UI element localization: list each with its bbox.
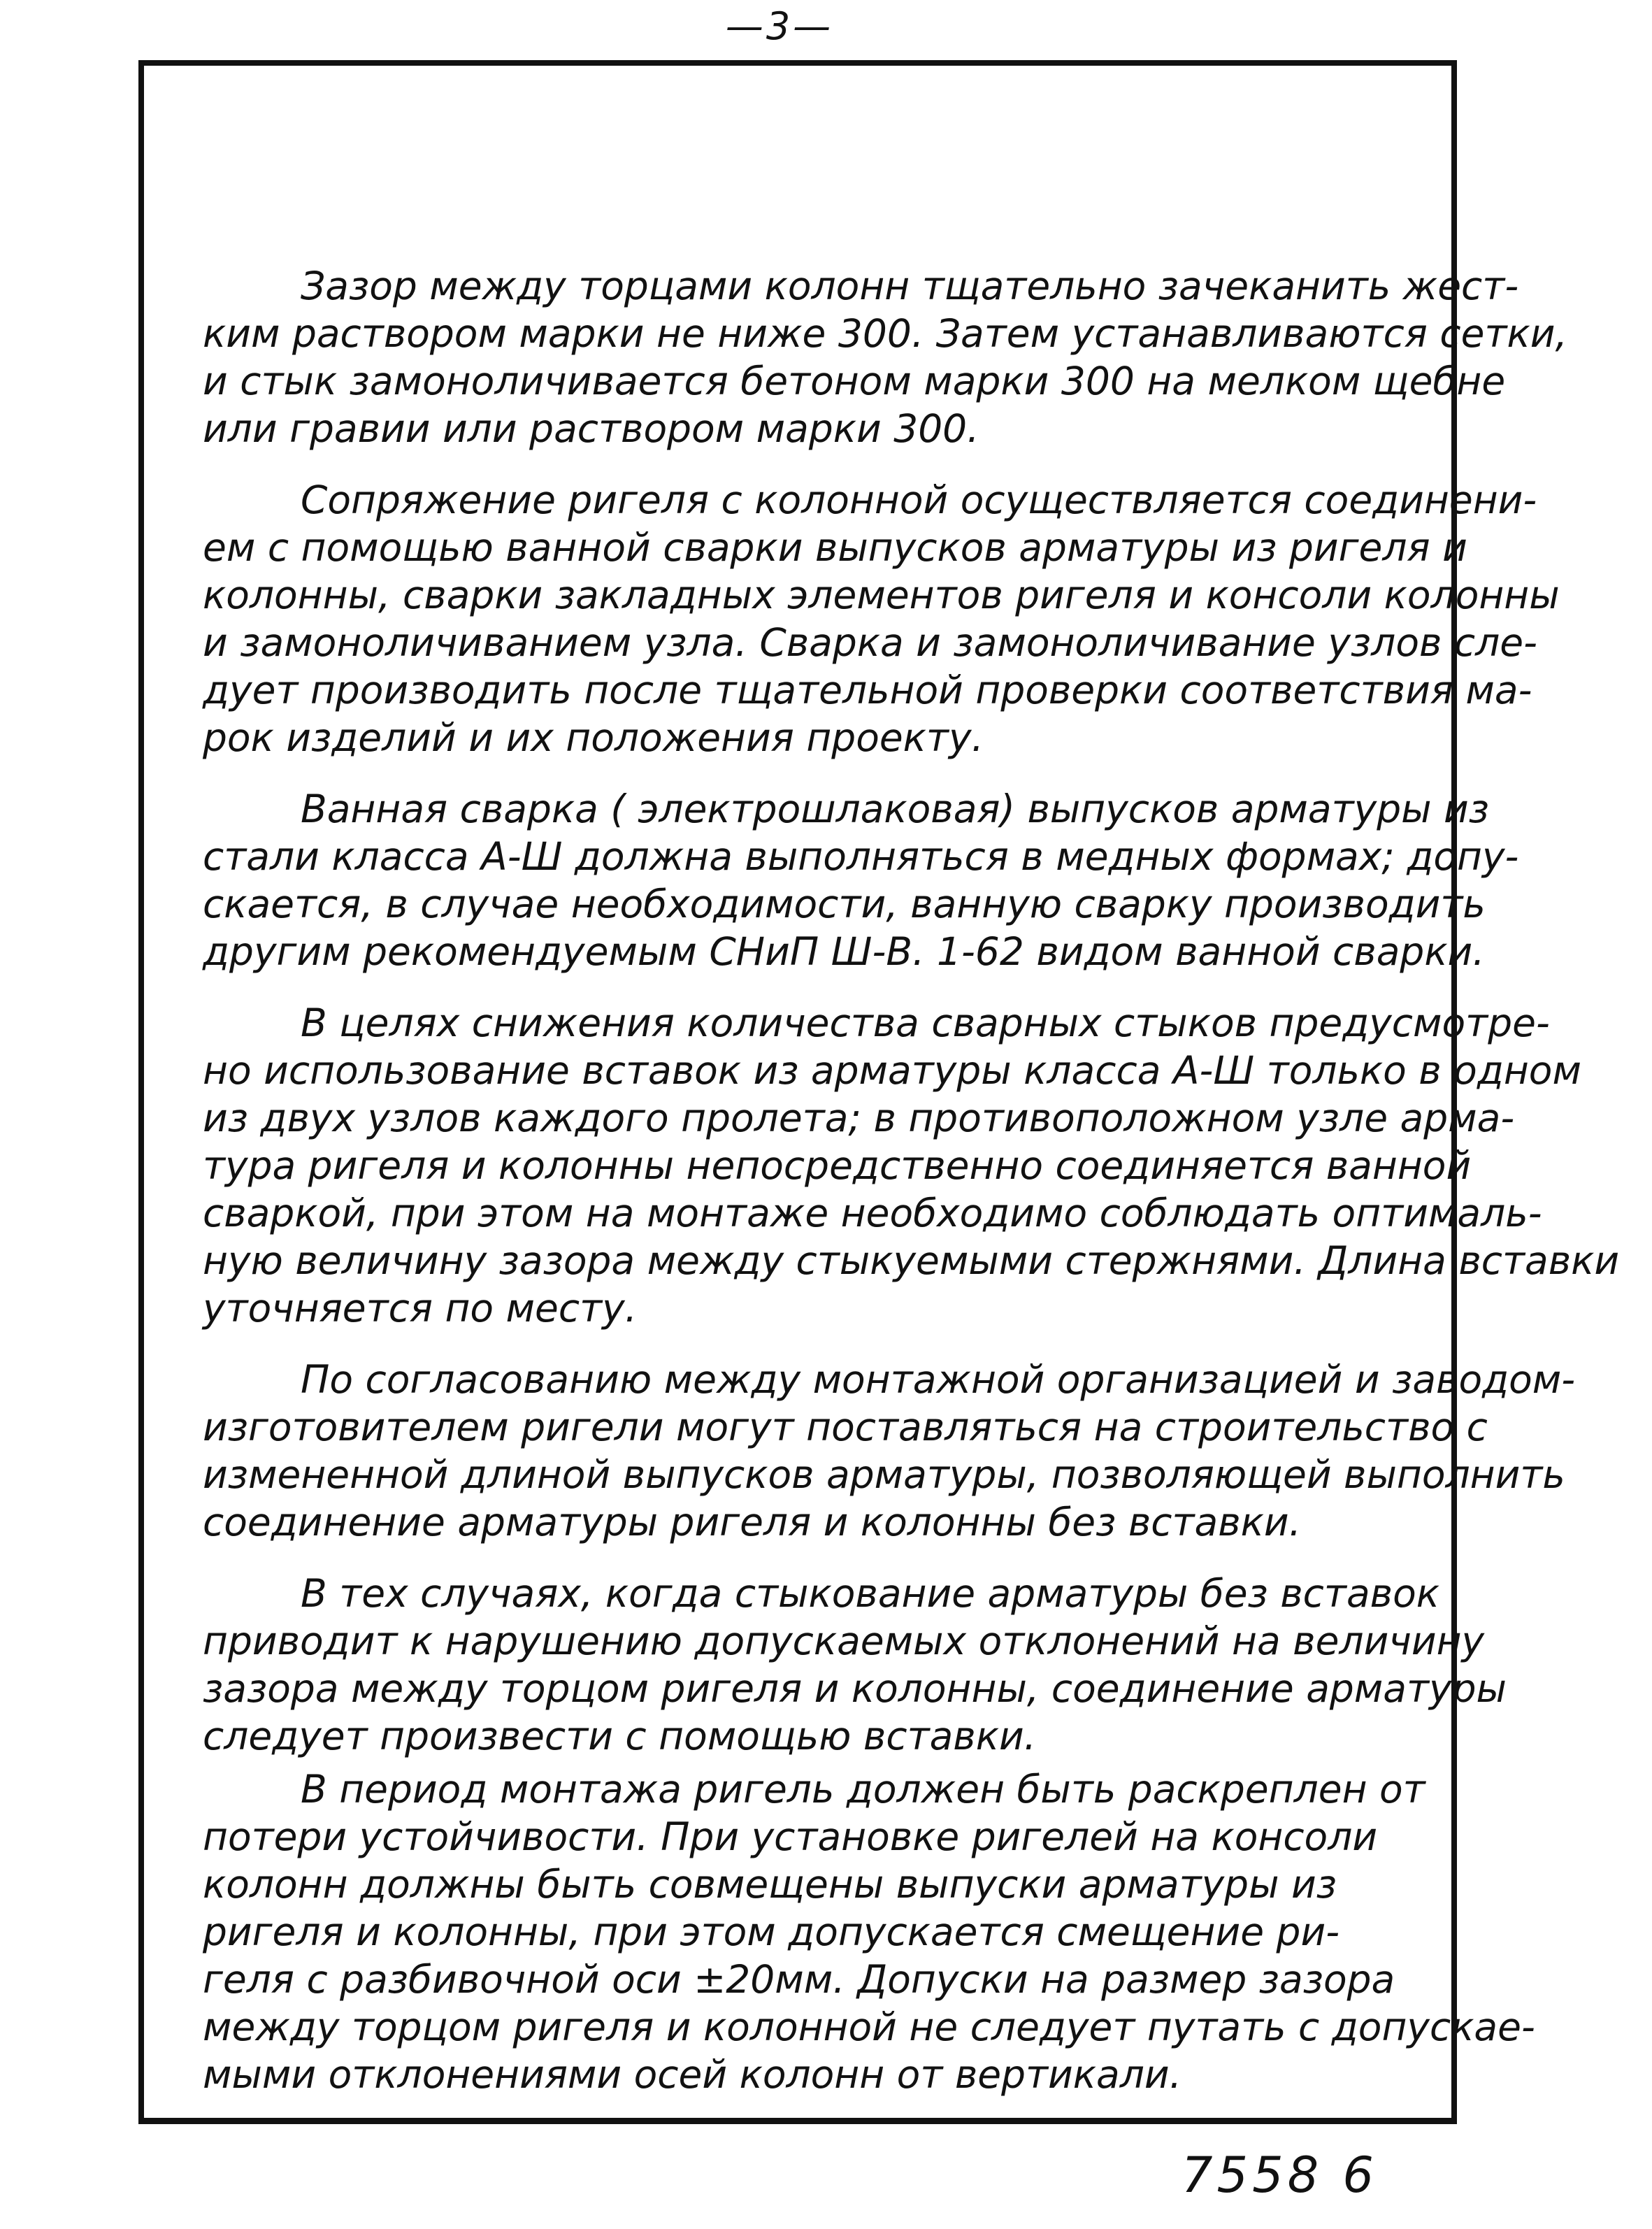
text-line: другим рекомендуемым СНиП Ш-В. 1-62 видом ванной сварки.	[203, 929, 1485, 974]
page-number: —3—	[725, 4, 834, 48]
text-line: В тех случаях, когда стыкование арматуры без вставок	[301, 1571, 1439, 1616]
paragraph-5	[203, 1356, 1576, 1546]
text-line: и замоноличиванием узла. Сварка и замоноличивание узлов сле-	[203, 620, 1537, 665]
text-line: между торцом ригеля и колонной не следует путать с допускае-	[203, 2005, 1535, 2049]
text-line: зазора между торцом ригеля и колонны, соединение арматуры	[203, 1666, 1507, 1711]
text-line: но использование вставок из арматуры класса А-Ш только в одном	[203, 1048, 1581, 1093]
text-line: ригеля и колонны, при этом допускается смещение ри-	[203, 1909, 1340, 1954]
text-line: соединение арматуры ригеля и колонны без вставки.	[203, 1500, 1302, 1544]
text-line: измененной длиной выпусков арматуры, позволяющей выполнить	[203, 1452, 1565, 1497]
text-line: колонны, сварки закладных элементов ригеля и консоли колонны	[203, 573, 1560, 617]
text-line: сваркой, при этом на монтаже необходимо соблюдать оптималь-	[203, 1191, 1542, 1235]
text-line: Сопряжение ригеля с колонной осуществляется соединени-	[301, 478, 1537, 522]
text-line: или гравии или раствором марки 300.	[203, 406, 979, 451]
text-line: следует произвести с помощью вставки.	[203, 1714, 1037, 1758]
text-line: Ванная сварка ( электрошлаковая) выпусков арматуры из	[301, 787, 1490, 831]
text-line: потери устойчивости. При установке ригелей на консоли	[203, 1814, 1378, 1859]
text-line: тура ригеля и колонны непосредственно соединяется ванной	[203, 1143, 1472, 1188]
text-line: По согласованию между монтажной организацией и заводом-	[301, 1357, 1576, 1402]
text-line: рок изделий и их положения проекту.	[203, 715, 984, 760]
document-body	[203, 262, 1620, 2122]
text-line: уточняется по месту.	[203, 1286, 638, 1331]
paragraph-3	[203, 785, 1519, 975]
text-line: стали класса А-Ш должна выполняться в медных формах; допу-	[203, 834, 1519, 879]
text-line: скается, в случае необходимости, ванную сварку производить	[203, 882, 1486, 926]
text-line: ким раствором марки не ниже 300. Затем устанавливаются сетки,	[203, 311, 1567, 356]
paragraph-4	[203, 999, 1620, 1332]
paragraph-7	[203, 1765, 1535, 2098]
text-line: Зазор между торцами колонн тщательно зачеканить жест-	[301, 264, 1519, 308]
paragraph-6	[203, 1570, 1507, 1760]
sheet-code: 7558 6	[1181, 2146, 1378, 2204]
text-line: ем с помощью ванной сварки выпусков арматуры из ригеля и	[203, 525, 1467, 570]
text-line: мыми отклонениями осей колонн от вертикали.	[203, 2052, 1182, 2097]
text-line: колонн должны быть совмещены выпуски арматуры из	[203, 1862, 1337, 1907]
text-line: В целях снижения количества сварных стыков предусмотре-	[301, 1001, 1550, 1045]
paragraph-2	[203, 476, 1560, 761]
paragraph-1	[203, 262, 1567, 452]
text-line: геля с разбивочной оси ±20мм. Допуски на размер зазора	[203, 1957, 1395, 2002]
text-line: дует производить после тщательной проверки соответствия ма-	[203, 668, 1532, 712]
text-line: и стык замоноличивается бетоном марки 300 на мелком щебне	[203, 359, 1506, 403]
text-line: изготовителем ригели могут поставляться на строительство с	[203, 1405, 1488, 1449]
text-line: ную величину зазора между стыкуемыми стержнями. Длина вставки	[203, 1238, 1620, 1283]
text-line: приводит к нарушению допускаемых отклонений на величину	[203, 1619, 1485, 1663]
text-line: В период монтажа ригель должен быть раскреплен от	[301, 1767, 1425, 1812]
text-line: из двух узлов каждого пролета; в противоположном узле арма-	[203, 1096, 1515, 1140]
